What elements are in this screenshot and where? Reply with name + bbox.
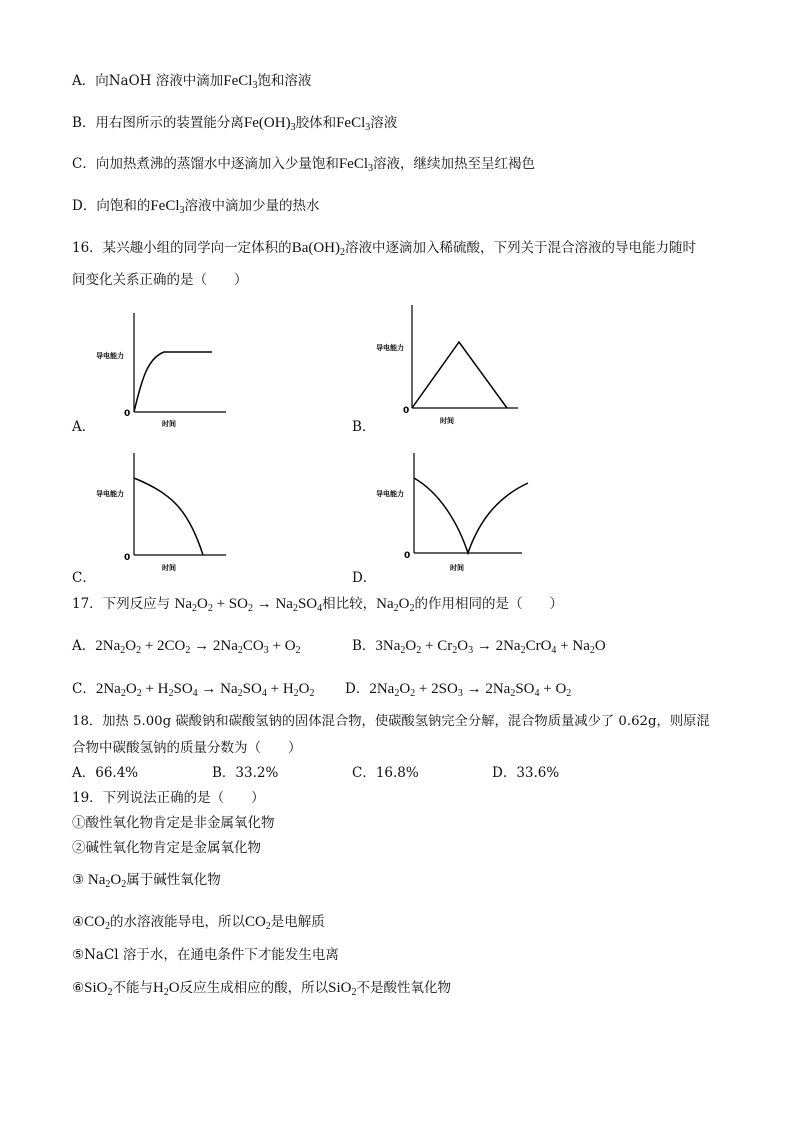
q17-stem: 17．下列反应与 $Na_2O_2 + SO_2 \to Na_2SO_4$相比较，$Na_2O_2$的作用相同的是（ ） [72,596,563,614]
graph-c [90,448,230,578]
graph-b-label: B． [352,419,376,435]
chem-formula: FeCl$_3$ [150,198,185,216]
q18-option-b: B．33.2% [212,765,279,781]
y-axis-label: 导电能力 [376,344,404,352]
q15-option-c: C．向加热煮沸的蒸馏水中逐滴加入少量饱和FeCl$_3$溶液，继续加热至呈红褐色 [72,156,536,174]
graph-a-label: A． [72,419,96,435]
q19-statement-4: $④CO_2$的水溶液能导电，所以$CO_2$是电解质 [72,914,325,932]
equation: $Na_2O_2 + SO_2 \to Na_2SO_4$ [174,596,323,614]
x-axis-label: 时间 [162,564,176,572]
x-axis-label: 时间 [162,420,176,428]
q18-option-c: C．16.8% [352,765,419,781]
graph-d [370,448,535,578]
chem-formula: $Na_2O_2$ [376,596,415,614]
origin-label: 0 [124,409,131,419]
y-axis-label: 导电能力 [96,490,124,498]
chem-formula: FeCl$_3$ [338,156,374,174]
y-axis-label: 导电能力 [376,490,404,498]
x-axis-label: 时间 [450,564,464,572]
chem-formula: FeCl$_3$ [223,73,258,91]
q16-stem-line1: 16．某兴趣小组的同学向一定体积的$Ba(OH)_2$溶液中逐滴加入稀硫酸，下列关于混合溶液的导电能力随时 [72,240,697,258]
chem-formula: FeCl$_3$ [336,115,371,133]
q17-option-c: C．$2Na_2O_2 + H_2SO_4 \to Na_2SO_4 + H_2O_2$ [72,681,315,699]
q19-stem: 19．下列说法正确的是（ ） [72,790,265,806]
chem-formula: $Fe(OH)_3$ [243,115,296,133]
graph-b [370,300,520,430]
origin-label: 0 [404,551,411,561]
q17-option-d: D．$2Na_2O_2 + 2SO_3 \to 2Na_2SO_4 + O_2$ [345,681,572,699]
origin-label: 0 [124,553,131,563]
q15-option-d: D．向饱和的FeCl$_3$溶液中滴加少量的热水 [72,198,320,216]
origin-label: 0 [403,406,410,416]
q17-option-b: B．$3Na_2O_2 + Cr_2O_3 \to 2Na_2CrO_4 + Na_2O$ [352,638,606,656]
q18-stem-line2: 合物中碳酸氢钠的质量分数为（ ） [72,740,302,756]
graph-d-label: D． [352,570,377,586]
q16-stem-line2: 间变化关系正确的是（ ） [72,272,248,288]
q19-statement-5: ⑤NaCl 溶于水，在通电条件下才能发生电离 [72,947,339,963]
q19-statement-1: ①酸性氧化物肯定是非金属氧化物 [72,815,275,831]
q18-option-d: D．33.6% [492,765,560,781]
chem-formula: $Ba(OH)_2$ [291,240,346,258]
q18-option-a: A．66.4% [72,765,139,781]
q19-statement-3: ③ $Na_2O_2$属于碱性氧化物 [72,872,221,890]
q19-statement-6: ⑥SiO$_2$不能与$H_2O$反应生成相应的酸，所以SiO$_2$不是酸性氧化物 [72,980,451,998]
graph-a [90,308,230,433]
x-axis-label: 时间 [440,417,454,425]
q19-statement-2: ②碱性氧化物肯定是金属氧化物 [72,840,261,856]
graph-c-label: C． [72,570,96,586]
y-axis-label: 导电能力 [96,352,124,360]
q15-option-b: B．用右图所示的装置能分离$Fe(OH)_3$胶体和FeCl$_3$溶液 [72,115,398,133]
q15-option-a: A．向NaOH 溶液中滴加FeCl$_3$饱和溶液 [72,73,312,91]
q17-option-a: A．$2Na_2O_2 + 2CO_2 \to 2Na_2CO_3 + O_2$ [72,638,301,656]
q18-stem-line1: 18．加热 5.00g 碳酸钠和碳酸氢钠的固体混合物，使碳酸氢钠完全分解，混合物质量减少了 0.62g，则原混 [72,714,710,729]
